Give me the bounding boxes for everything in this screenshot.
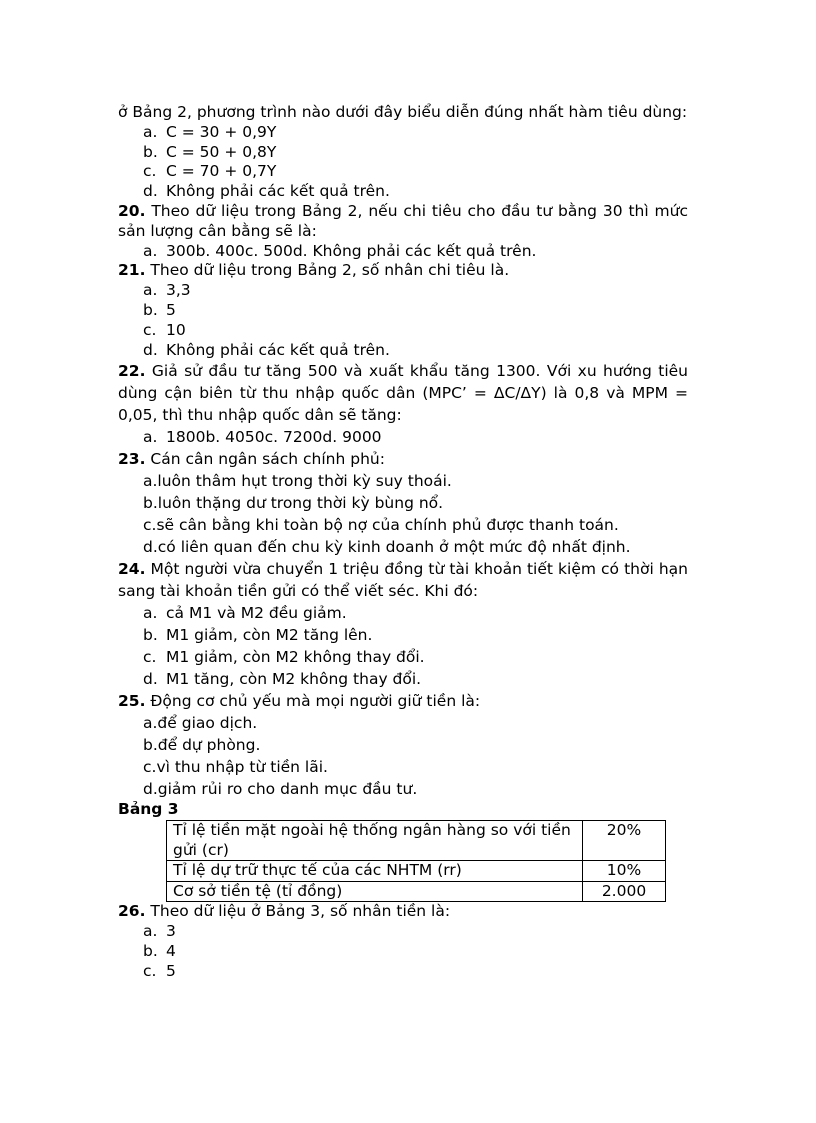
question-23 bbox=[118, 448, 688, 558]
question-number: 23. bbox=[118, 450, 146, 469]
option-item: b.luôn thặng dư trong thời kỳ bùng nổ. bbox=[143, 494, 444, 513]
document-page bbox=[118, 103, 688, 981]
option-item: b. 5 bbox=[143, 300, 176, 319]
question-text: Theo dữ liệu trong Bảng 2, nếu chi tiêu cho đầu tư bằng 30 thì mức sản lượng cân bằng sẽ là: bbox=[118, 201, 688, 240]
option-item: c. 5 bbox=[143, 961, 176, 980]
option-item: c.sẽ cân bằng khi toàn bộ nợ của chính phủ được thanh toán. bbox=[143, 516, 619, 535]
option-item: a. 1800b. 4050c. 7200d. 9000 bbox=[143, 428, 382, 447]
question-number: 21. bbox=[118, 261, 146, 280]
option-item: d.có liên quan đến chu kỳ kinh doanh ở một mức độ nhất định. bbox=[143, 538, 631, 557]
table-cell-value: 2.000 bbox=[583, 881, 666, 902]
option-item: d. Không phải các kết quả trên. bbox=[143, 340, 390, 359]
table-cell-label: Tỉ lệ tiền mặt ngoài hệ thống ngân hàng so với tiền gửi (cr) bbox=[167, 821, 583, 861]
question-25 bbox=[118, 690, 688, 800]
question-text: Giả sử đầu tư tăng 500 và xuất khẩu tăng 1300. Với xu hướng tiêu dùng cận biên từ thu nhập quốc dân (MPC’ = ΔC/ΔY) là 0,8 và MPM = 0,05, thì thu nhập quốc dân sẽ tăng: bbox=[118, 362, 688, 425]
table-cell-value: 20% bbox=[583, 821, 666, 861]
option-item: a. 300b. 400c. 500d. Không phải các kết quả trên. bbox=[143, 241, 537, 260]
table-row bbox=[167, 861, 666, 882]
option-item: b.để dự phòng. bbox=[143, 736, 261, 755]
question-text: Một người vừa chuyển 1 triệu đồng từ tài khoản tiết kiệm có thời hạn sang tài khoản tiền gửi có thể viết séc. Khi đó: bbox=[118, 560, 688, 601]
question-text: Theo dữ liệu ở Bảng 3, số nhân tiền là: bbox=[150, 902, 451, 921]
option-item: c. C = 70 + 0,7Y bbox=[143, 162, 277, 181]
question-20 bbox=[118, 202, 688, 261]
option-item: c. 10 bbox=[143, 320, 186, 339]
table-title: Bảng 3 bbox=[118, 800, 179, 819]
question-number: 20. bbox=[118, 201, 146, 220]
option-item: a.để giao dịch. bbox=[143, 714, 258, 733]
question-number: 26. bbox=[118, 902, 146, 921]
question-text: Cán cân ngân sách chính phủ: bbox=[150, 450, 385, 469]
question-continuation-text: ở Bảng 2, phương trình nào dưới đây biểu diễn đúng nhất hàm tiêu dùng: bbox=[118, 103, 688, 121]
option-item: a. C = 30 + 0,9Y bbox=[143, 122, 277, 141]
table-row bbox=[167, 821, 666, 861]
question-21 bbox=[118, 261, 688, 360]
question-text: Động cơ chủ yếu mà mọi người giữ tiền là: bbox=[150, 692, 481, 711]
question-26 bbox=[118, 902, 688, 981]
option-item: b. M1 giảm, còn M2 tăng lên. bbox=[143, 626, 373, 645]
question-text: Theo dữ liệu trong Bảng 2, số nhân chi tiêu là. bbox=[150, 261, 510, 280]
option-item: c.vì thu nhập từ tiền lãi. bbox=[143, 758, 328, 777]
data-table bbox=[166, 820, 666, 902]
table-row bbox=[167, 881, 666, 902]
option-list bbox=[118, 123, 688, 202]
question-24 bbox=[118, 558, 688, 690]
option-item: b. C = 50 + 0,8Y bbox=[143, 142, 277, 161]
question-22 bbox=[118, 360, 688, 448]
option-item: a. 3 bbox=[143, 921, 176, 940]
option-item: b. 4 bbox=[143, 941, 176, 960]
question-number: 24. bbox=[118, 560, 146, 579]
option-item: a.luôn thâm hụt trong thời kỳ suy thoái. bbox=[143, 472, 452, 491]
option-item: a. 3,3 bbox=[143, 281, 191, 300]
table-cell-label: Cơ sở tiền tệ (tỉ đồng) bbox=[167, 881, 583, 902]
question-number: 22. bbox=[118, 362, 146, 381]
option-item: d.giảm rủi ro cho danh mục đầu tư. bbox=[143, 780, 418, 799]
option-item: d. M1 tăng, còn M2 không thay đổi. bbox=[143, 670, 422, 689]
option-item: a. cả M1 và M2 đều giảm. bbox=[143, 604, 347, 623]
option-item: c. M1 giảm, còn M2 không thay đổi. bbox=[143, 648, 425, 667]
option-item: d. Không phải các kết quả trên. bbox=[143, 182, 390, 201]
table-cell-label: Tỉ lệ dự trữ thực tế của các NHTM (rr) bbox=[167, 861, 583, 882]
question-number: 25. bbox=[118, 692, 146, 711]
table-cell-value: 10% bbox=[583, 861, 666, 882]
